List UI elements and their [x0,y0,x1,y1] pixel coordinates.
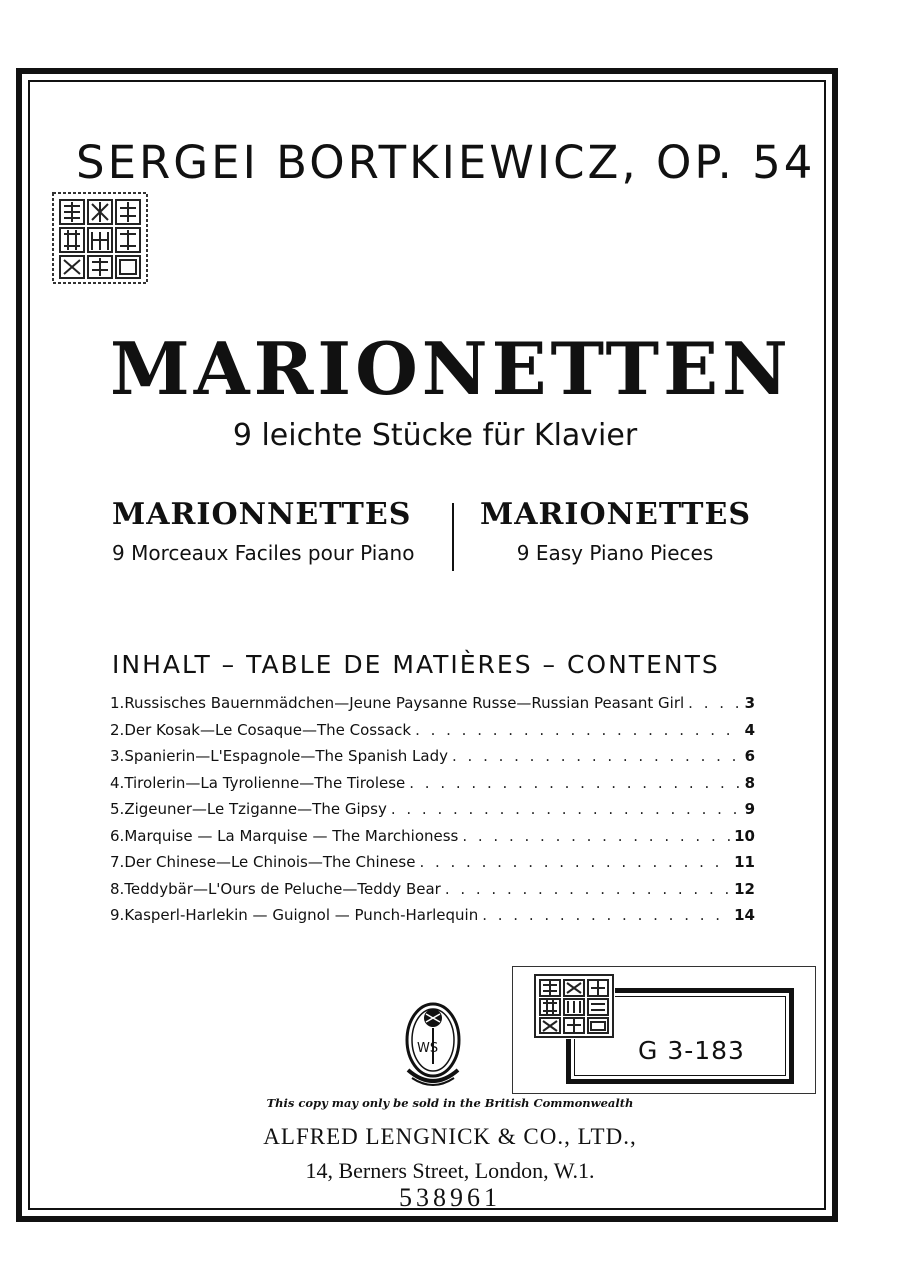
toc-page: 10 [734,826,755,845]
toc-leader-dots [482,906,730,924]
toc-title: Der Chinese—Le Chinois—The Chinese [124,853,416,871]
toc-leader-dots [415,721,740,739]
toc-page: 12 [734,879,755,898]
toc-entry [110,747,755,774]
composer-heading: SERGEI BORTKIEWICZ, OP. 54 [76,136,816,189]
toc-page: 11 [734,853,755,871]
toc-number: 7. [110,853,125,871]
toc-entry [110,721,755,748]
toc-title: Marquise — La Marquise — The Marchioness [124,826,459,845]
subtitle-german: 9 leichte Stücke für Klavier [232,418,638,453]
vertical-divider [452,503,454,571]
toc-number: 5. [110,800,125,818]
toc-leader-dots [688,694,740,712]
toc-entry [110,800,755,827]
toc-page: 9 [744,800,755,818]
toc-page: 14 [734,906,755,924]
catalog-number: G 3-183 [638,1036,745,1065]
toc-leader-dots [419,853,730,871]
toc-page: 8 [744,773,755,792]
toc-leader-dots [391,800,741,818]
toc-leader-dots [445,880,730,898]
toc-entry [110,774,755,801]
toc-page: 4 [744,720,755,739]
toc-title: Zigeuner—Le Tziganne—The Gipsy [124,800,387,818]
toc-number: 4. [110,773,125,792]
publisher-name: ALFRED LENGNICK & CO., LTD., [263,1124,637,1149]
toc-title: Teddybär—L'Ours de Peluche—Teddy Bear [124,879,441,898]
toc-number: 1. [110,694,125,712]
main-title: MARIONETTEN [110,326,792,411]
toc-number: 8. [110,879,125,898]
plate-number: 538961 [399,1183,501,1212]
toc-entry [110,906,755,933]
toc-title: Der Kosak—Le Cosaque—The Cossack [124,720,412,739]
english-title: MARIONETTES [480,497,751,532]
toc-page: 3 [744,694,755,712]
toc-entry [110,880,755,907]
toc-leader-dots [452,747,741,765]
toc-leader-dots [409,774,740,792]
toc-number: 3. [110,747,125,765]
toc-page: 6 [744,747,755,765]
toc-entry [110,694,755,721]
toc-leader-dots [462,827,730,845]
sale-restriction-notice: This copy may only be sold in the British Commonwealth [266,1096,634,1110]
table-of-contents [110,694,755,933]
library-stamp-seal-small [533,973,615,1039]
toc-number: 6. [110,826,125,845]
library-stamp-seal [50,190,150,286]
english-subtitle: 9 Easy Piano Pieces [516,541,714,565]
toc-title: Russisches Bauernmädchen—Jeune Paysanne Russe—Russian Peasant Girl [124,694,685,712]
publisher-logo [404,1000,462,1090]
french-subtitle: 9 Morceaux Faciles pour Piano [112,541,415,565]
toc-number: 9. [110,906,125,924]
french-title: MARIONNETTES [112,497,412,532]
toc-number: 2. [110,720,125,739]
toc-title: Tirolerin—La Tyrolienne—The Tirolese [124,773,406,792]
logo-letters: WS [417,1041,439,1056]
contents-heading: INHALT – TABLE DE MATIÈRES – CONTENTS [112,650,720,679]
publisher-address: 14, Berners Street, London, W.1. [305,1158,595,1183]
toc-title: Kasperl-Harlekin — Guignol — Punch-Harlequin [124,906,479,924]
toc-entry [110,853,755,880]
toc-title: Spanierin—L'Espagnole—The Spanish Lady [124,747,448,765]
toc-entry [110,827,755,854]
